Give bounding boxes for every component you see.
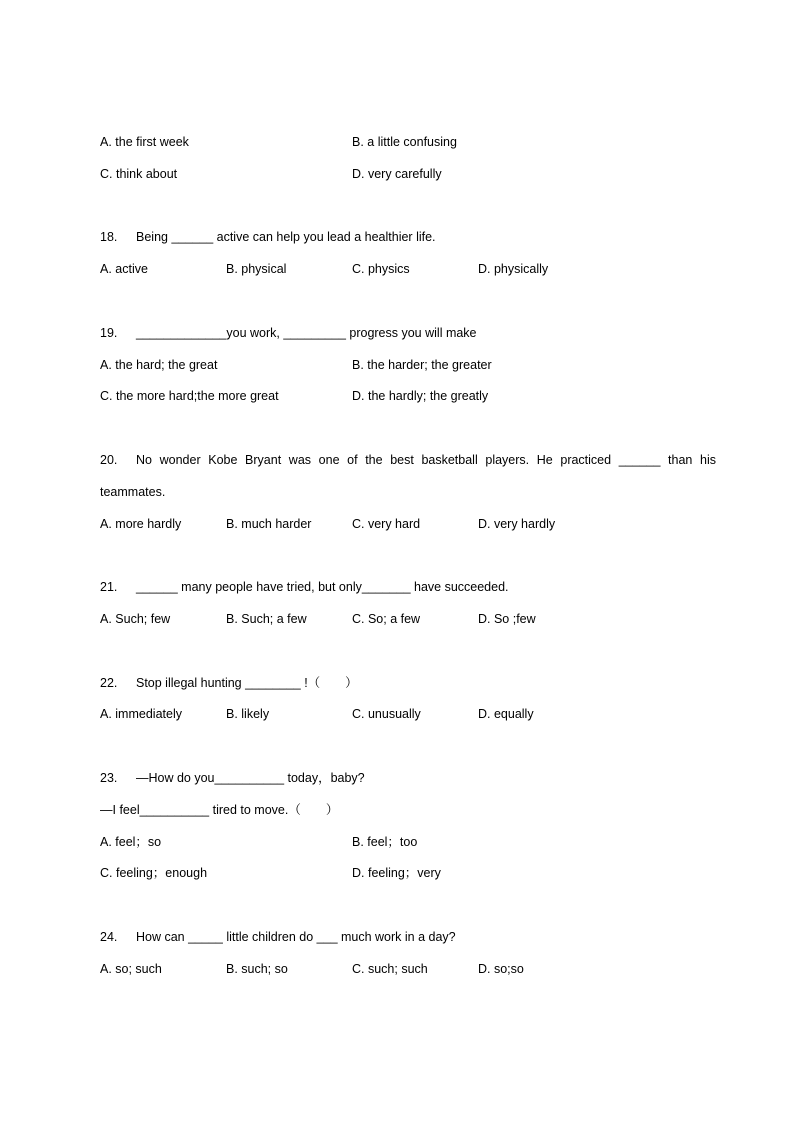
q23-text-line1: —How do you__________ today，baby? <box>136 771 365 785</box>
q20-number: 20. <box>100 453 118 467</box>
q23-option-c: C. feeling；enough <box>100 866 208 880</box>
q17-option-c: C. think about <box>100 167 178 181</box>
q19-number: 19. <box>100 326 118 340</box>
q21-number: 21. <box>100 580 118 594</box>
q24-number: 24. <box>100 930 118 944</box>
q23-text-line2: —I feel__________ tired to move.（ ） <box>100 803 339 817</box>
q20-text-line1-content: No wonder Kobe Bryant was one of the best basketball players. He practiced ______ than his <box>136 453 716 467</box>
q22-option-d: D. equally <box>478 707 534 721</box>
q18-option-b: B. physical <box>226 262 287 276</box>
q22-number: 22. <box>100 676 118 690</box>
q24-option-d: D. so;so <box>478 962 524 976</box>
q18-text: Being ______ active can help you lead a healthier life. <box>136 230 436 244</box>
q20-option-b: B. much harder <box>226 517 312 531</box>
q20-option-d: D. very hardly <box>478 517 556 531</box>
q21-option-b: B. Such; a few <box>226 612 307 626</box>
q17-option-b: B. a little confusing <box>352 135 457 149</box>
q20-option-c: C. very hard <box>352 517 421 531</box>
q24-text: How can _____ little children do ___ much work in a day? <box>136 930 456 944</box>
q21-text: ______ many people have tried, but only_______ have succeeded. <box>136 580 509 594</box>
q18-option-d: D. physically <box>478 262 549 276</box>
q17-option-a: A. the first week <box>100 135 189 149</box>
q24-option-b: B. such; so <box>226 962 288 976</box>
q22-option-a: A. immediately <box>100 707 182 721</box>
q17-option-d: D. very carefully <box>352 167 442 181</box>
q19-text: _____________you work, _________ progress you will make <box>136 326 477 340</box>
q22-option-c: C. unusually <box>352 707 421 721</box>
q19-option-c: C. the more hard;the more great <box>100 389 279 403</box>
q19-option-a: A. the hard; the great <box>100 358 218 372</box>
q24-option-c: C. such; such <box>352 962 428 976</box>
q22-text: Stop illegal hunting ________ !（ ） <box>136 676 358 690</box>
q22-option-b: B. likely <box>226 707 270 721</box>
q20-text-line1 <box>100 452 716 468</box>
q18-option-a: A. active <box>100 262 148 276</box>
q20-text-line2: teammates. <box>100 485 166 499</box>
q21-option-d: D. So ;few <box>478 612 536 626</box>
q21-option-a: A. Such; few <box>100 612 171 626</box>
q18-option-c: C. physics <box>352 262 410 276</box>
q20-option-a: A. more hardly <box>100 517 182 531</box>
q19-option-b: B. the harder; the greater <box>352 358 492 372</box>
q23-option-d: D. feeling；very <box>352 866 441 880</box>
q23-option-b: B. feel；too <box>352 835 418 849</box>
q18-number: 18. <box>100 230 118 244</box>
q23-number: 23. <box>100 771 118 785</box>
q19-option-d: D. the hardly; the greatly <box>352 389 489 403</box>
q23-option-a: A. feel；so <box>100 835 162 849</box>
q24-option-a: A. so; such <box>100 962 162 976</box>
q21-option-c: C. So; a few <box>352 612 421 626</box>
